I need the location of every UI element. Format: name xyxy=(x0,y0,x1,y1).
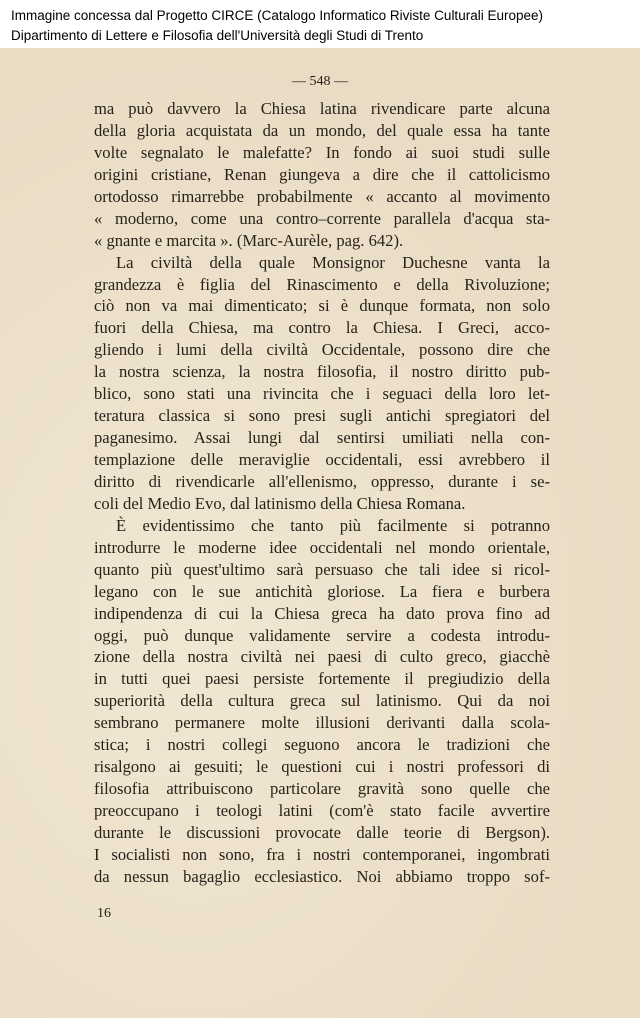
text-line: coli del Medio Evo, dal latinismo della Chiesa Romana. xyxy=(94,493,466,513)
text-line: diritto di rivendicarle all'ellenismo, oppresso, durante i se- xyxy=(94,471,550,491)
text-line: volte segnalato le malefatte? In fondo ai suoi studi sulle xyxy=(94,142,550,162)
text-line: teratura classica si sono presi sugli antichi spregiatori del xyxy=(94,406,550,426)
text-line: preoccupano i teologi latini (com'è stato facile avvertire xyxy=(94,801,550,820)
text-line: sembrano permanere molte illusioni derivanti dalla scola- xyxy=(94,713,550,733)
text-line: la nostra scienza, la nostra filosofia, il nostro diritto pub- xyxy=(94,362,550,382)
text-line: zione della nostra civiltà nei paesi di culto greco, giacchè xyxy=(94,647,550,667)
text-line: superiorità della cultura greca sul latinismo. Qui da noi xyxy=(94,691,550,711)
text-line: oggi, può dunque validamente servire a codesta introdu- xyxy=(94,625,550,645)
text-line: risalgono ai gesuiti; le questioni cui i nostri professori di xyxy=(94,757,550,777)
text-line: durante le discussioni provocate dalle teorie di Bergson). xyxy=(94,822,550,842)
footer-number: 16 xyxy=(97,906,111,921)
text-line: origini cristiane, Renan giungeva a dire che il cattolicismo xyxy=(94,164,550,184)
body-text xyxy=(94,98,550,888)
text-line: templazione delle meraviglie occidentali, essi avrebbero il xyxy=(94,450,550,469)
text-line: paganesimo. Assai lungi dal sentirsi umiliati nella con- xyxy=(94,428,550,448)
text-line: della gloria acquistata da un mondo, del quale essa ha tante xyxy=(94,120,550,140)
text-line: ciò non va mai dimenticato; si è dunque formata, non solo xyxy=(94,296,550,316)
text-line: I socialisti non sono, fra i nostri contemporanei, ingombrati xyxy=(94,844,550,864)
text-line: gliendo i lumi della civiltà Occidentale, possono dire che xyxy=(94,340,550,360)
text-line: La civiltà della quale Monsignor Duchesne vanta la xyxy=(116,252,550,272)
page-number: — 548 — xyxy=(292,74,348,89)
header-line-1: Immagine concessa dal Progetto CIRCE (Catalogo Informatico Riviste Culturali Europee) xyxy=(11,8,543,23)
text-line: ortodosso rimarrebbe probabilmente « accanto al movimento xyxy=(94,186,550,206)
text-line: grandezza è figlia del Rinascimento e della Rivoluzione; xyxy=(94,274,550,294)
text-line: da nessun bagaglio ecclesiastico. Noi abbiamo troppo sof- xyxy=(94,866,550,886)
text-line: indipendenza di cui la Chiesa greca ha dato prova fino ad xyxy=(94,603,550,623)
text-line: quanto più quest'ultimo sarà persuaso che tali idee si ricol- xyxy=(94,559,550,579)
text-line: filosofia attribuiscono particolare gravità sono quelle che xyxy=(94,779,550,799)
text-line: stica; i nostri collegi seguono ancora le tradizioni che xyxy=(94,735,550,755)
text-line: fuori della Chiesa, ma contro la Chiesa. I Greci, acco- xyxy=(94,318,550,338)
text-line: « gnante e marcita ». (Marc-Aurèle, pag. 642). xyxy=(94,230,404,250)
text-line: legano con le sue antichità gloriose. La fiera e burbera xyxy=(94,581,550,601)
text-line: in tutti quei paesi persiste fortemente il pregiudizio della xyxy=(94,669,550,689)
archive-header xyxy=(0,0,640,48)
text-line: ma può davvero la Chiesa latina rivendicare parte alcuna xyxy=(94,99,550,118)
text-line: introdurre le moderne idee occidentali nel mondo orientale, xyxy=(94,537,550,557)
text-line: È evidentissimo che tanto più facilmente si potranno xyxy=(116,515,550,535)
header-line-2: Dipartimento di Lettere e Filosofia dell'Università degli Studi di Trento xyxy=(11,28,424,43)
text-line: « moderno, come una contro–corrente parallela d'acqua sta- xyxy=(94,208,550,228)
text-line: blico, sono stati una rivincita che i seguaci della loro let- xyxy=(94,384,550,404)
